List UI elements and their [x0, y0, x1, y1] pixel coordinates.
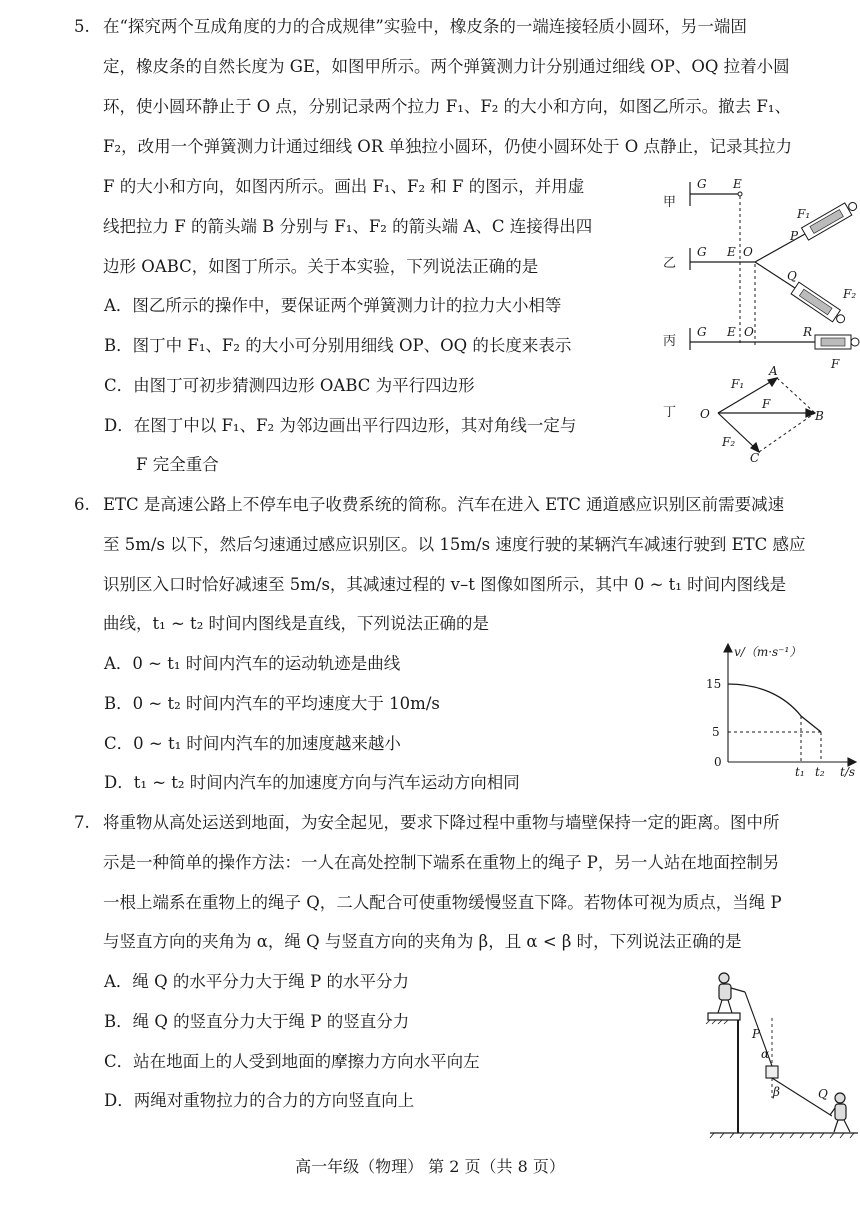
q6-option-d: D．t₁ ~ t₂ 时间内汽车的加速度方向与汽车运动方向相同 [104, 773, 520, 792]
q7-option-d: D．两绳对重物拉力的合力的方向竖直向上 [104, 1091, 415, 1110]
q6-line-4: 曲线，t₁ ~ t₂ 时间内图线是直线，下列说法正确的是 [103, 614, 490, 633]
svg-text:E: E [733, 177, 742, 191]
platform [708, 1013, 740, 1020]
q5-line-5: F 的大小和方向，如图丙所示。画出 F₁、F₂ 和 F 的图示，并用虚 [103, 177, 585, 196]
svg-text:C: C [750, 451, 760, 465]
q5-line-4: F₂，改用一个弹簧测力计通过细线 OR 单独拉小圆环，仍使小圆环处于 O 点静止，记录其拉力 [103, 137, 793, 156]
svg-text:E: E [727, 325, 736, 339]
svg-text:O: O [744, 325, 754, 339]
svg-text:O: O [743, 245, 753, 259]
q5-option-a: A．图乙所示的操作中，要保证两个弹簧测力计的拉力大小相等 [104, 296, 562, 315]
svg-text:G: G [697, 325, 707, 339]
q7-option-c: C．站在地面上的人受到地面的摩擦力方向水平向左 [104, 1052, 480, 1071]
svg-text:G: G [697, 245, 707, 259]
q6-number: 6. [74, 495, 90, 514]
svg-text:P: P [752, 1027, 761, 1041]
svg-text:Q: Q [818, 1087, 828, 1101]
label-bing: 丙 [663, 334, 677, 349]
person-ground [830, 1093, 850, 1132]
svg-text:F: F [762, 397, 771, 411]
spring-scale-3 [815, 335, 859, 349]
q6-option-b: B．0 ~ t₂ 时间内汽车的平均速度大于 10m/s [104, 694, 440, 713]
q5-figure [655, 170, 860, 470]
q5-line-2: 定，橡皮条的自然长度为 GE，如图甲所示。两个弹簧测力计分别通过细线 OP、OQ 拉着小圆 [103, 57, 790, 76]
label-yi: 乙 [663, 256, 677, 271]
svg-text:F: F [831, 357, 840, 371]
weight [766, 1066, 778, 1078]
q6-line-1: ETC 是高速公路上不停车电子收费系统的简称。汽车在进入 ETC 通道感应识别区前需要减速 [103, 495, 785, 514]
svg-text:5: 5 [712, 725, 720, 739]
q5-line-7: 边形 OABC，如图丁所示。关于本实验，下列说法正确的是 [103, 257, 539, 276]
q7-option-a: A．绳 Q 的水平分力大于绳 P 的水平分力 [104, 972, 410, 991]
svg-text:O: O [700, 407, 710, 421]
q5-option-d: D．在图丁中以 F₁、F₂ 为邻边画出平行四边形，其对角线一定与 [104, 416, 577, 435]
svg-text:t/s: t/s [840, 765, 856, 779]
q5-number: 5. [74, 17, 90, 36]
person-top [718, 973, 745, 1013]
svg-text:R: R [803, 325, 813, 339]
q6-option-a: A．0 ~ t₁ 时间内汽车的运动轨迹是曲线 [104, 654, 401, 673]
vt-curve [728, 684, 821, 732]
q5-line-6: 线把拉力 F 的箭头端 B 分别与 F₁、F₂ 的箭头端 A、C 连接得出四 [103, 217, 593, 236]
q6-line-3: 识别区入口时恰好减速至 5m/s，其减速过程的 v–t 图像如图所示，其中 0 ~ t₁ 时间内图线是 [103, 575, 787, 594]
svg-text:β: β [773, 1085, 780, 1099]
q6-option-c: C．0 ~ t₁ 时间内汽车的加速度越来越小 [104, 734, 401, 753]
svg-text:P: P [790, 229, 799, 243]
svg-text:A: A [769, 364, 778, 378]
svg-text:B: B [815, 409, 824, 423]
svg-text:F₂: F₂ [843, 287, 857, 301]
page-footer: 高一年级（物理） 第 2 页（共 8 页） [295, 1157, 565, 1176]
svg-text:Q: Q [787, 269, 797, 283]
svg-text:F₁: F₁ [797, 207, 811, 221]
label-ding: 丁 [663, 405, 677, 420]
q5-option-c: C．由图丁可初步猜测四边形 OABC 为平行四边形 [104, 376, 475, 395]
spring-scale-2 [791, 282, 848, 327]
q7-number: 7. [74, 813, 90, 832]
svg-text:F₁: F₁ [731, 377, 745, 391]
spring-scale-1 [802, 198, 860, 240]
q7-figure [700, 958, 860, 1143]
q5-line-1: 在“探究两个互成角度的力的合成规律”实验中，橡皮条的一端连接轻质小圆环，另一端固 [103, 17, 747, 36]
svg-text:v/（m·s⁻¹）: v/（m·s⁻¹） [734, 645, 802, 659]
q7-line-1: 将重物从高处运送到地面，为安全起见，要求下降过程中重物与墙壁保持一定的距离。图中所 [103, 813, 780, 832]
q7-line-4: 与竖直方向的夹角为 α，绳 Q 与竖直方向的夹角为 β，且 α < β 时，下列说法正确的是 [103, 932, 742, 951]
svg-text:α: α [761, 1047, 770, 1061]
q7-line-3: 一根上端系在重物上的绳子 Q，二人配合可使重物缓慢竖直下降。若物体可视为质点，当绳 P [103, 893, 782, 912]
q7-option-b: B．绳 Q 的竖直分力大于绳 P 的竖直分力 [104, 1012, 410, 1031]
svg-text:G: G [697, 177, 707, 191]
svg-text:15: 15 [706, 677, 722, 691]
svg-text:0: 0 [714, 755, 722, 769]
q7-line-2: 示是一种简单的操作方法：一人在高处控制下端系在重物上的绳子 P，另一人站在地面控制另 [103, 853, 780, 872]
q5-option-d-cont: F 完全重合 [136, 455, 219, 474]
q5-option-b: B．图丁中 F₁、F₂ 的大小可分别用细线 OP、OQ 的长度来表示 [104, 336, 572, 355]
q5-line-3: 环，使小圆环静止于 O 点，分别记录两个拉力 F₁、F₂ 的大小和方向，如图乙所示。撤去 F₁、 [103, 97, 791, 116]
q6-line-2: 至 5m/s 以下，然后匀速通过感应识别区。以 15m/s 速度行驶的某辆汽车减速行驶到 ETC 感应 [103, 535, 806, 554]
svg-text:E: E [727, 245, 736, 259]
svg-text:F₂: F₂ [722, 435, 736, 449]
svg-text:t₂: t₂ [815, 765, 825, 779]
q6-vt-graph [700, 640, 860, 780]
label-jia: 甲 [663, 195, 677, 210]
svg-text:t₁: t₁ [795, 765, 805, 779]
